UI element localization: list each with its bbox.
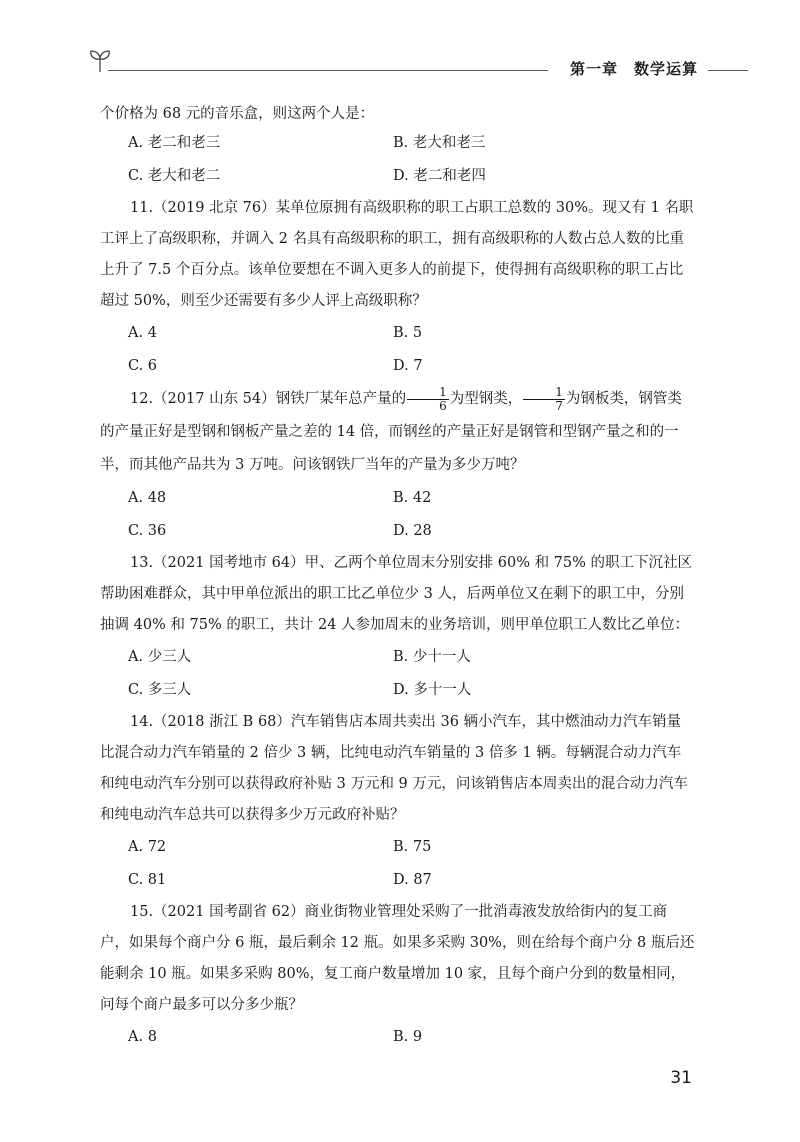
fraction-denominator: 7 bbox=[555, 398, 563, 413]
option-c: C. 老大和老二 bbox=[128, 168, 221, 184]
fraction-numerator: 1 bbox=[523, 386, 565, 400]
option-a: A. 48 bbox=[128, 490, 167, 506]
fraction-denominator: 6 bbox=[439, 398, 447, 413]
question-14: 14.（2018 浙江 B 68）汽车销售店本周共卖出 36 辆小汽车，其中燃油动力汽车销量比混合动力汽车销量的 2 倍少 3 辆，比纯电动汽车销量的 3 倍多 1 辆。每辆混合动力汽车和纯电动汽车分别可以获得政府补贴 3 万元和 9 万元，问该销售店本周卖出的混合动力汽车和纯电动汽车总共可以获得多少万元政府补贴？ bbox=[100, 714, 688, 823]
header-rule-end bbox=[708, 70, 748, 71]
question-14-options-row-2 bbox=[100, 864, 695, 897]
question-12-part-3: 为钢板类，钢管类的产量正好是型钢和钢板产量之差的 14 倍，而钢丝的产量正好是钢管和型钢产量之和的一半，而其他产品共为 3 万吨。问该钢铁厂当年的产量为多少万吨？ bbox=[100, 391, 682, 473]
question-11: 11.（2019 北京 76）某单位原拥有高级职称的职工占职工总数的 30%。现又有 1 名职工评上了高级职称，并调入 2 名具有高级职称的职工，拥有高级职称的人数占总人数的比重上升了 7.5 个百分点。该单位要想在不调入更多人的前提下，使得拥有高级职称的职工占比超过 50%，则至少还需要有多少人评上高级职称？ bbox=[100, 200, 694, 309]
question-12-part-2: 为型钢类， bbox=[449, 391, 523, 407]
question-13-options-row-2 bbox=[100, 674, 695, 707]
option-a: A. 少三人 bbox=[128, 649, 192, 665]
option-a: A. 老二和老三 bbox=[128, 135, 221, 151]
question-13: 13.（2021 国考地市 64）甲、乙两个单位周末分别安排 60% 和 75% 的职工下沉社区帮助困难群众，其中甲单位派出的职工比乙单位少 3 人，后两单位又在剩下的职工中，分别抽调 40% 和 75% 的职工，共计 24 人参加周末的业务培训，则甲单位职工人数比乙单位： bbox=[100, 555, 693, 633]
option-d: D. 7 bbox=[393, 358, 423, 374]
fraction-numerator: 1 bbox=[407, 386, 449, 400]
question-14-options-row-1 bbox=[100, 831, 695, 864]
question-11-options-row-1 bbox=[100, 317, 695, 350]
option-a: A. 8 bbox=[128, 1029, 157, 1045]
fraction-one-seventh bbox=[523, 386, 565, 413]
question-12-part-1: 12.（2017 山东 54）钢铁厂某年总产量的 bbox=[130, 391, 407, 407]
option-d: D. 28 bbox=[393, 523, 432, 539]
option-b: B. 老大和老三 bbox=[393, 135, 486, 151]
option-b: B. 少十一人 bbox=[393, 649, 471, 665]
question-12 bbox=[100, 383, 695, 482]
chapter-title: 第一章 数学运算 bbox=[569, 60, 698, 78]
option-b: B. 9 bbox=[393, 1029, 423, 1045]
header-rule bbox=[108, 70, 548, 71]
option-c: C. 多三人 bbox=[128, 682, 192, 698]
question-15-options-row-1 bbox=[100, 1021, 695, 1054]
option-b: B. 75 bbox=[393, 839, 432, 855]
fraction-one-sixth bbox=[407, 386, 449, 413]
option-d: D. 多十一人 bbox=[393, 682, 472, 698]
option-a: A. 4 bbox=[128, 325, 157, 341]
page-number: 31 bbox=[670, 1068, 692, 1088]
page-header bbox=[88, 48, 748, 80]
page-content bbox=[100, 102, 695, 1054]
option-b: B. 42 bbox=[393, 490, 432, 506]
option-c: C. 81 bbox=[128, 872, 167, 888]
question-13-options-row-1 bbox=[100, 641, 695, 674]
option-c: C. 6 bbox=[128, 358, 158, 374]
question-15: 15.（2021 国考副省 62）商业街物业管理处采购了一批消毒液发放给街内的复工商户，如果每个商户分 6 瓶，最后剩余 12 瓶。如果多采购 30%，则在给每个商户分 8 瓶后还能剩余 10 瓶。如果多采购 80%，复工商户数量增加 10 家，且每个商户分到的数量相同，问每个商户最多可以分多少瓶？ bbox=[100, 904, 695, 1013]
question-10-options-row-2 bbox=[100, 160, 695, 193]
option-b: B. 5 bbox=[393, 325, 423, 341]
option-d: D. 老二和老四 bbox=[393, 168, 486, 184]
question-12-options-row-2 bbox=[100, 515, 695, 548]
question-10-options-row-1 bbox=[100, 127, 695, 160]
question-11-options-row-2 bbox=[100, 350, 695, 383]
question-10-tail: 个价格为 68 元的音乐盒，则这两个人是： bbox=[100, 106, 375, 122]
option-d: D. 87 bbox=[393, 872, 432, 888]
option-c: C. 36 bbox=[128, 523, 167, 539]
question-12-options-row-1 bbox=[100, 482, 695, 515]
option-a: A. 72 bbox=[128, 839, 167, 855]
